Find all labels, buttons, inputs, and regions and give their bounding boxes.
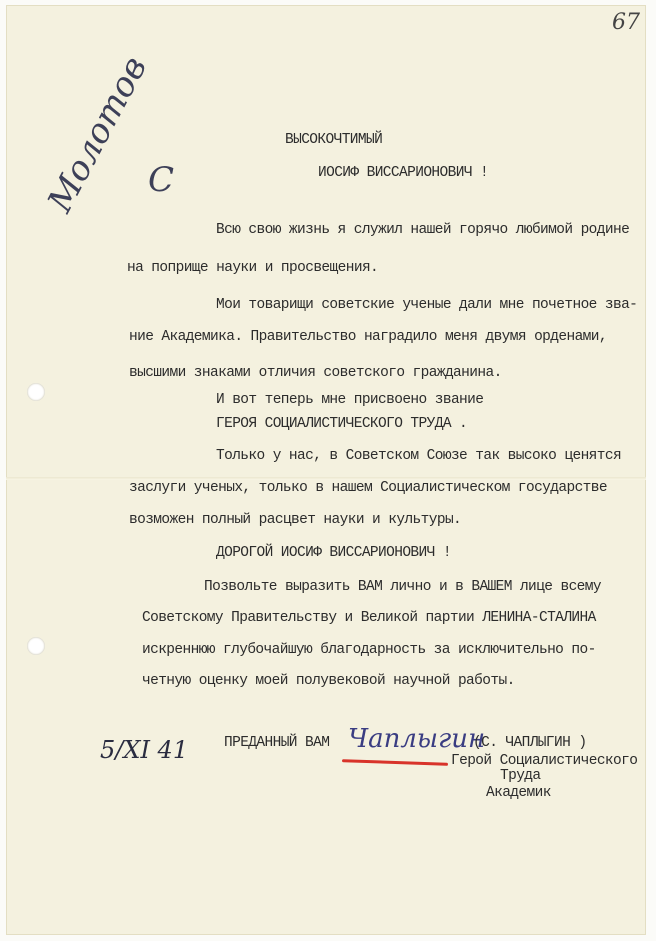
punch-hole: [27, 383, 45, 401]
text-line: искреннюю глубочайшую благодарность за исключительно по-: [142, 642, 596, 658]
handwritten-date: 5/XI 41: [100, 736, 189, 764]
addressee: ИОСИФ ВИССАРИОНОВИЧ !: [318, 165, 489, 181]
salutation: ВЫСОКОЧТИМЫЙ: [285, 132, 383, 148]
text-line: Только у нас, в Советском Союзе так высоко ценятся: [216, 448, 622, 464]
text-line: Мои товарищи советские ученые дали мне почетное зва-: [216, 297, 638, 313]
text-line: ДОРОГОЙ ИОСИФ ВИССАРИОНОВИЧ !: [216, 545, 451, 561]
text-line: ГЕРОЯ СОЦИАЛИСТИЧЕСКОГО ТРУДА .: [216, 416, 468, 432]
signer-name: (С. ЧАПЛЫГИН ): [473, 735, 587, 751]
signature: Чаплыгин: [348, 724, 486, 754]
page-number: 67: [612, 10, 640, 35]
text-line: заслуги ученых, только в нашем Социалистическом государстве: [129, 480, 607, 496]
margin-handwritten-mark: С: [148, 160, 175, 200]
text-line: высшими знаками отличия советского гражданина.: [129, 365, 502, 381]
text-line: Советскому Правительству и Великой партии ЛЕНИНА-СТАЛИНА: [142, 610, 596, 626]
punch-hole: [27, 637, 45, 655]
text-line: Всю свою жизнь я служил нашей горячо любимой родине: [216, 222, 630, 238]
text-line: ние Академика. Правительство наградило меня двумя орденами,: [129, 329, 607, 345]
signer-rank: Академик: [486, 785, 551, 801]
text-line: И вот теперь мне присвоено звание: [216, 392, 484, 408]
closing: ПРЕДАННЫЙ ВАМ: [224, 735, 330, 751]
text-line: Позвольте выразить ВАМ лично и в ВАШЕМ лице всему: [204, 579, 601, 595]
text-line: четную оценку моей полувековой научной работы.: [142, 673, 515, 689]
margin-handwritten-note: Молотов: [40, 49, 156, 219]
signer-title: Труда: [500, 768, 541, 784]
text-line: возможен полный расцвет науки и культуры.: [129, 512, 462, 528]
text-line: на поприще науки и просвещения.: [127, 260, 379, 276]
signer-title: Герой Социалистического: [451, 753, 638, 769]
